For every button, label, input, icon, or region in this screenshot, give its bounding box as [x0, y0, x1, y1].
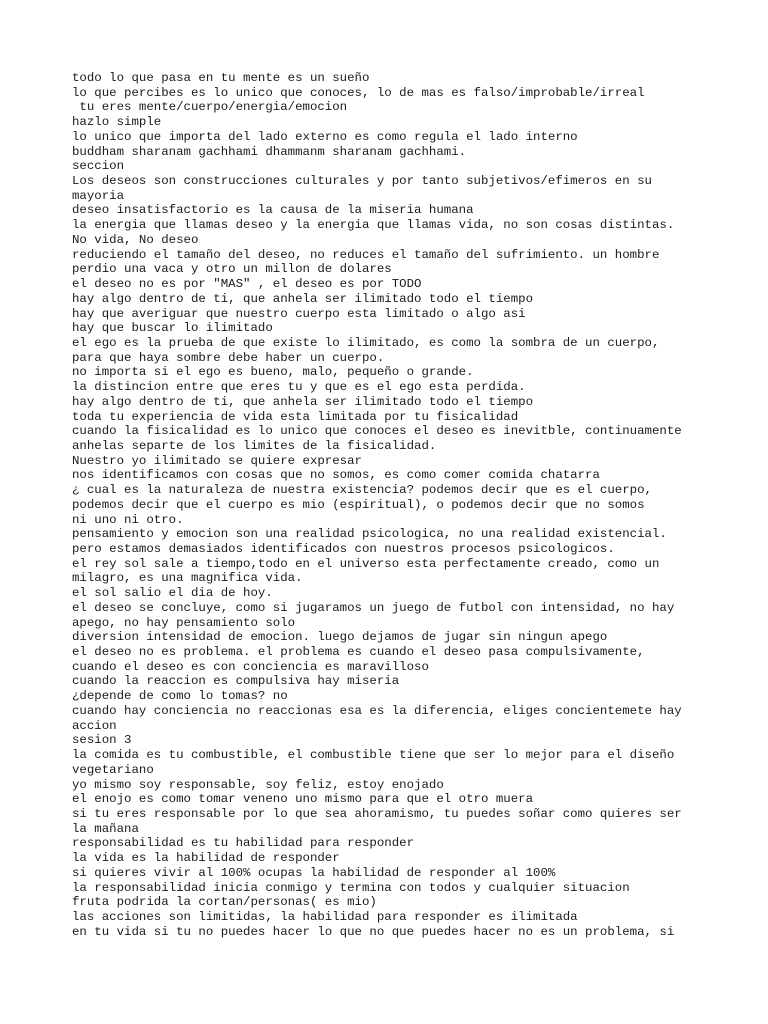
text-line: apego, no hay pensamiento solo: [72, 615, 296, 630]
document-text: [72, 71, 752, 939]
text-line: el ego es la prueba de que existe lo ilimitado, es como la sombra de un cuerpo,: [72, 335, 660, 350]
text-line: para que haya sombre debe haber un cuerpo.: [72, 350, 385, 365]
text-line: tu eres mente/cuerpo/energia/emocion: [72, 100, 348, 115]
text-line: hazlo simple: [72, 115, 162, 130]
text-line: ni uno ni otro.: [72, 512, 184, 527]
text-line: el deseo no es por "MAS" , el deseo es por TODO: [72, 277, 422, 292]
text-line: el sol salio el dia de hoy.: [72, 586, 273, 601]
text-line: no importa si el ego es bueno, malo, pequeño o grande.: [72, 365, 474, 380]
text-line: milagro, es una magnifica vida.: [72, 571, 303, 586]
text-line: seccion: [72, 159, 125, 174]
text-line: la comida es tu combustible, el combustible tiene que ser lo mejor para el diseño: [72, 748, 675, 763]
text-line: ¿depende de como lo tomas? no: [72, 689, 288, 704]
text-line: la energia que llamas deseo y la energia que llamas vida, no son cosas distintas.: [72, 218, 675, 233]
text-line: las acciones son limitidas, la habilidad para responder es ilimitada: [72, 909, 578, 924]
text-line: No vida, No deseo: [72, 232, 199, 247]
text-line: en tu vida si tu no puedes hacer lo que no que puedes hacer no es un problema, si: [72, 924, 675, 939]
text-line: la responsabilidad inicia conmigo y termina con todos y cualquier situacion: [72, 880, 630, 895]
text-line: el rey sol sale a tiempo,todo en el universo esta perfectamente creado, como un: [72, 556, 660, 571]
text-line: anhelas separte de los limites de la fisicalidad.: [72, 438, 437, 453]
text-line: diversion intensidad de emocion. luego dejamos de jugar sin ningun apego: [72, 630, 608, 645]
text-line: mayoria: [72, 188, 125, 203]
text-line: podemos decir que el cuerpo es mio (espiritual), o podemos decir que no somos: [72, 497, 645, 512]
text-line: deseo insatisfactorio es la causa de la miseria humana: [72, 203, 474, 218]
text-line: pensamiento y emocion son una realidad psicologica, no una realidad existencial.: [72, 527, 667, 542]
text-line: vegetariano: [72, 762, 154, 777]
text-line: responsabilidad es tu habilidad para responder: [72, 836, 415, 851]
text-line: accion: [72, 718, 117, 733]
text-line: hay que averiguar que nuestro cuerpo esta limitado o algo asi: [72, 306, 526, 321]
text-line: nos identificamos con cosas que no somos, es como comer comida chatarra: [72, 468, 600, 483]
text-line: Nuestro yo ilimitado se quiere expresar: [72, 453, 362, 468]
text-line: cuando hay conciencia no reaccionas esa es la diferencia, eliges concientemete hay: [72, 703, 682, 718]
text-line: Los deseos son construcciones culturales y por tanto subjetivos/efimeros en su: [72, 174, 652, 189]
text-line: fruta podrida la cortan/personas( es mio): [72, 895, 377, 910]
text-line: toda tu experiencia de vida esta limitada por tu fisicalidad: [72, 409, 519, 424]
text-line: buddham sharanam gachhami dhammanm sharanam gachhami.: [72, 144, 467, 159]
text-line: sesion 3: [72, 733, 132, 748]
text-line: el deseo se concluye, como si jugaramos un juego de futbol con intensidad, no hay: [72, 600, 675, 615]
text-line: cuando la reaccion es compulsiva hay miseria: [72, 674, 400, 689]
text-line: perdio una vaca y otro un millon de dolares: [72, 262, 392, 277]
text-line: ¿ cual es la naturaleza de nuestra existencia? podemos decir que es el cuerpo,: [72, 483, 652, 498]
text-line: hay algo dentro de ti, que anhela ser ilimitado todo el tiempo: [72, 394, 534, 409]
text-line: lo unico que importa del lado externo es como regula el lado interno: [72, 129, 578, 144]
text-line: cuando la fisicalidad es lo unico que conoces el deseo es inevitble, continuamente: [72, 424, 682, 439]
text-line: la vida es la habilidad de responder: [72, 851, 340, 866]
text-line: pero estamos demasiados identificados con nuestros procesos psicologicos.: [72, 542, 615, 556]
text-line: si tu eres responsable por lo que sea ahoramismo, tu puedes soñar como quieres ser: [72, 806, 682, 821]
text-line: lo que percibes es lo unico que conoces, lo de mas es falso/improbable/irreal: [72, 85, 645, 100]
text-line: cuando el deseo es con conciencia es maravilloso: [72, 659, 429, 674]
text-line: la mañana: [72, 821, 139, 836]
text-line: el deseo no es problema. el problema es cuando el deseo pasa compulsivamente,: [72, 645, 645, 660]
text-line: hay que buscar lo ilimitado: [72, 321, 273, 336]
text-line: todo lo que pasa en tu mente es un sueño: [72, 71, 370, 85]
text-line: reduciendo el tamaño del deseo, no reduces el tamaño del sufrimiento. un hombre: [72, 247, 660, 262]
text-line: la distincion entre que eres tu y que es el ego esta perdida.: [72, 380, 526, 395]
text-line: si quieres vivir al 100% ocupas la habilidad de responder al 100%: [72, 865, 556, 880]
text-line: el enojo es como tomar veneno uno mismo para que el otro muera: [72, 792, 534, 807]
text-line: yo mismo soy responsable, soy feliz, estoy enojado: [72, 777, 444, 792]
text-line: hay algo dentro de ti, que anhela ser ilimitado todo el tiempo: [72, 291, 534, 306]
